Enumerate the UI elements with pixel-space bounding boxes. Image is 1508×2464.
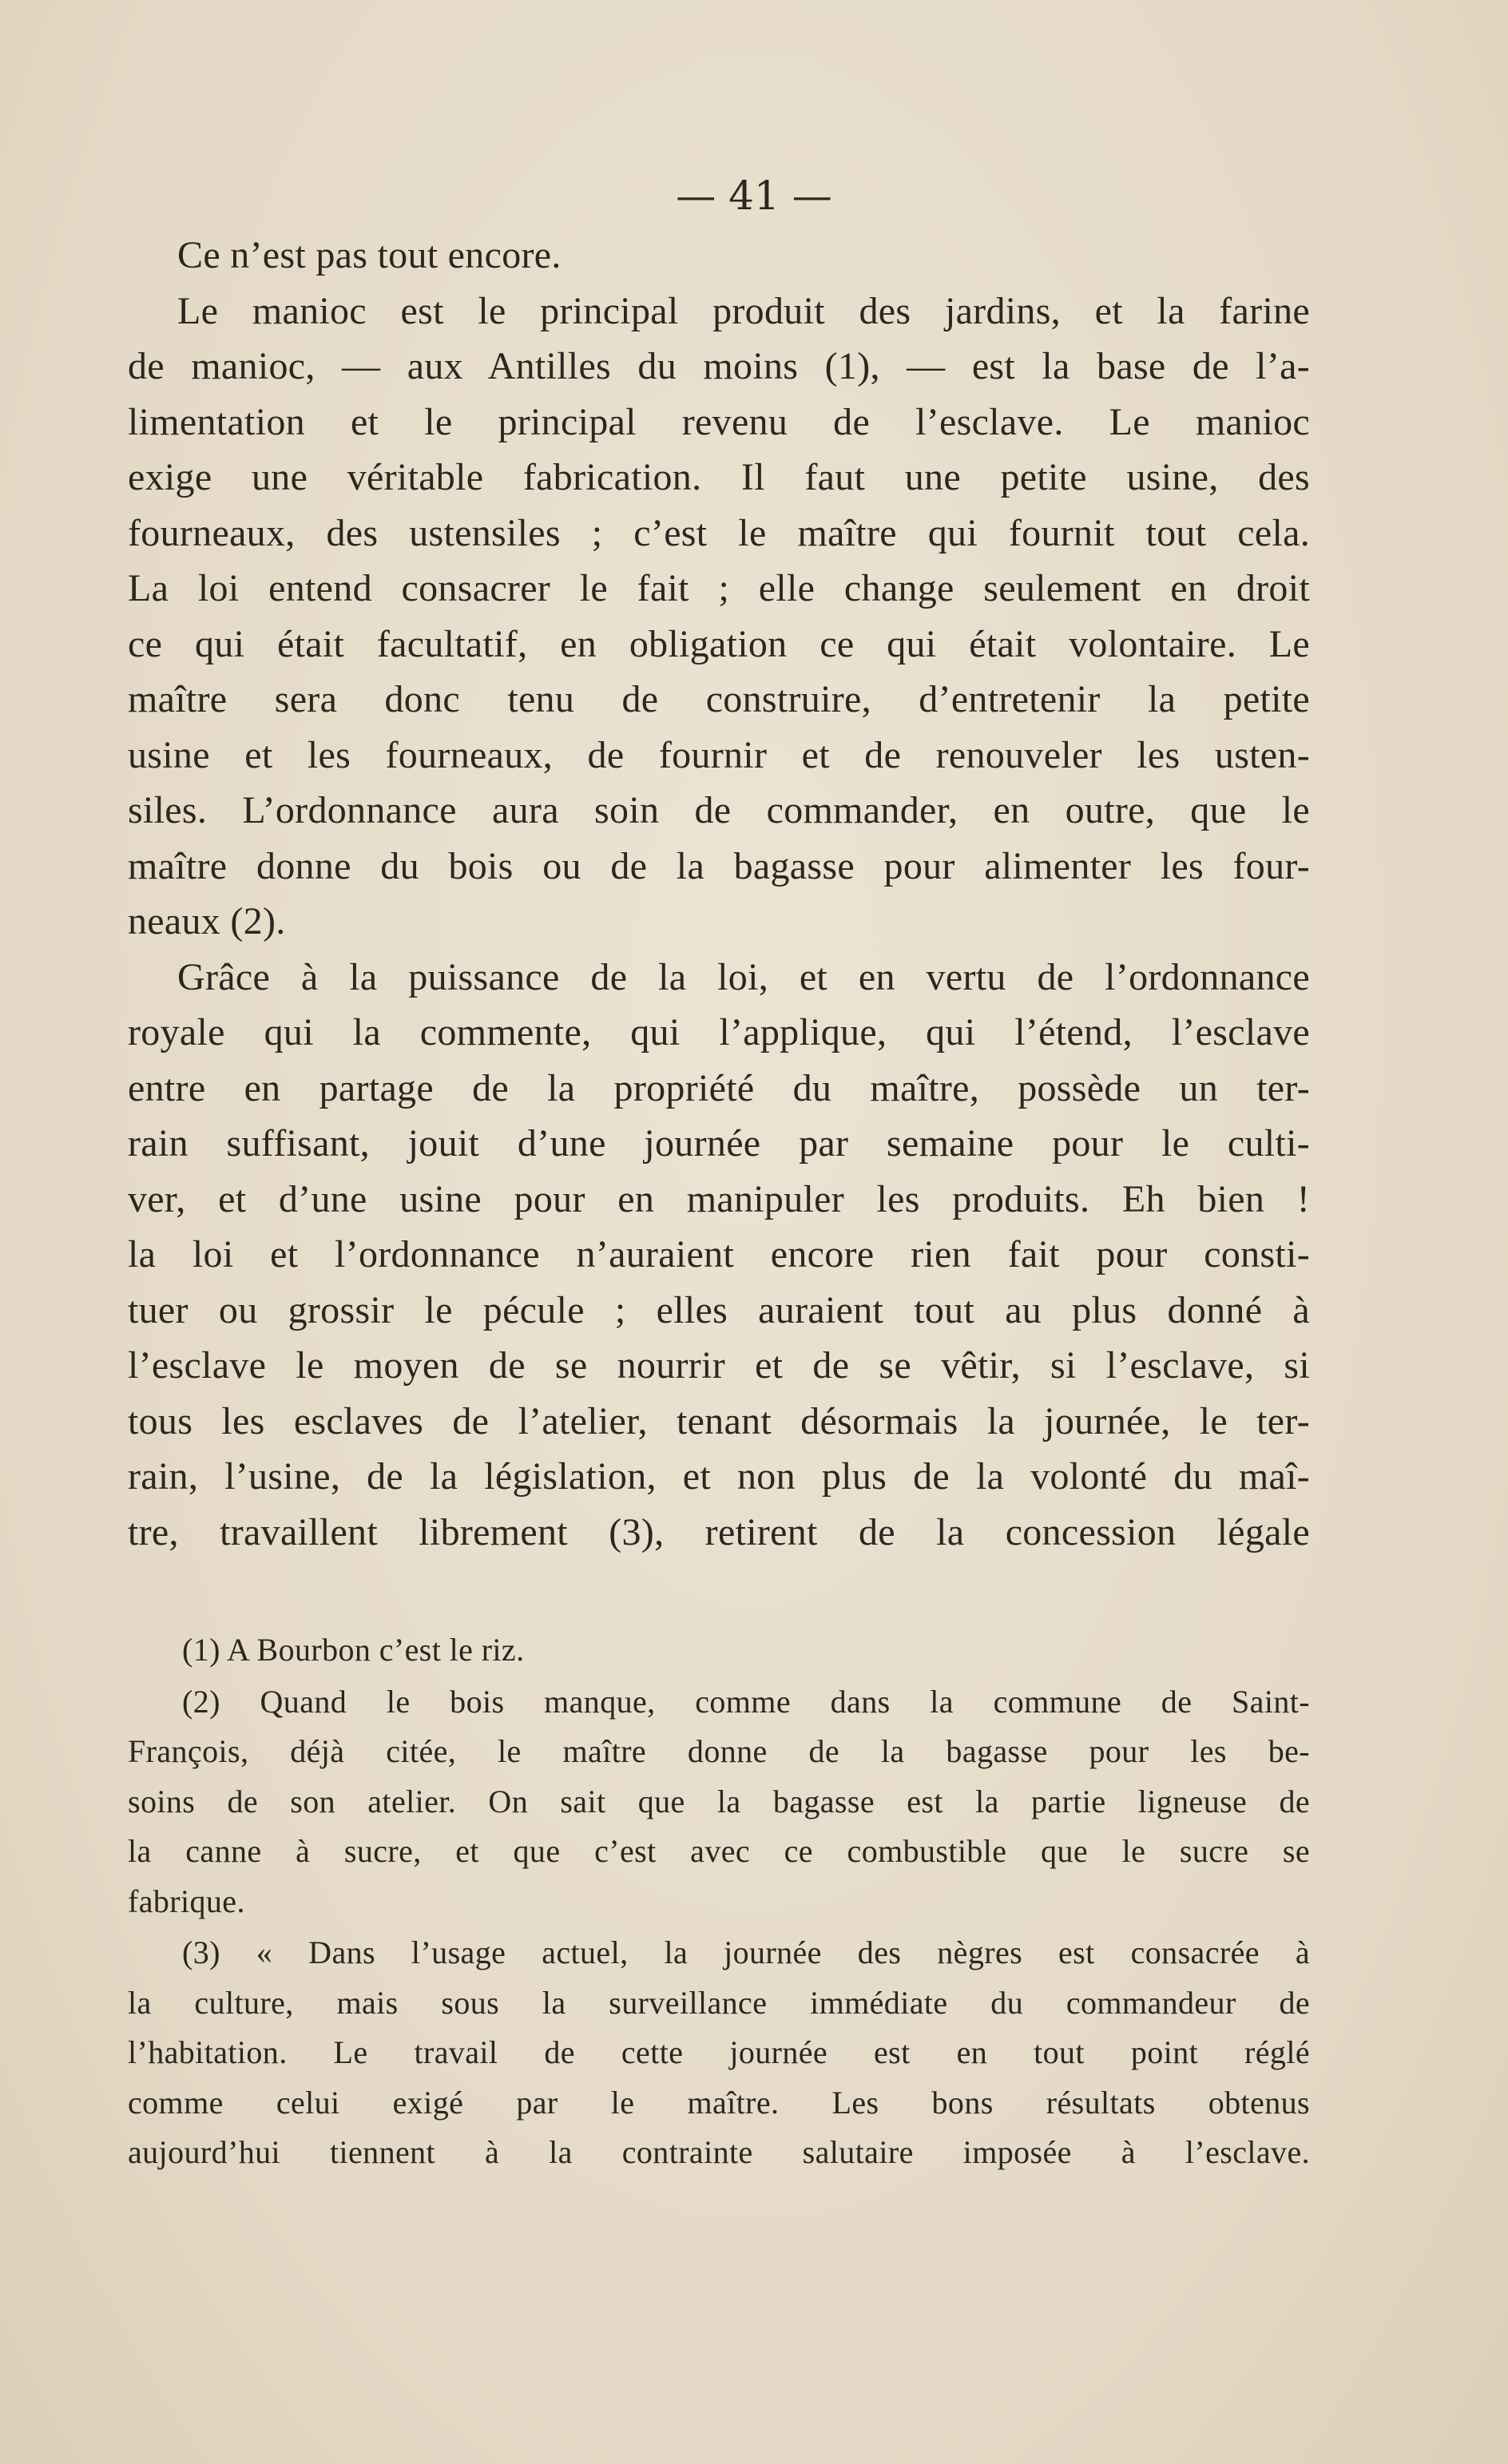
footnote-line: aujourd’hui tiennent à la contrainte salutaire imposée à l’esclave. xyxy=(128,2134,1310,2170)
text-line: de manioc, — aux Antilles du moins (1), — est la base de l’a- xyxy=(128,345,1310,387)
page-number: — 41 — xyxy=(676,173,832,219)
text-line: rain, l’usine, de la législation, et non plus de la volonté du maî- xyxy=(128,1455,1310,1498)
footnote-line: (1) A Bourbon c’est le riz. xyxy=(182,1632,525,1668)
text-line: tuer ou grossir le pécule ; elles auraient tout au plus donné à xyxy=(128,1288,1310,1331)
footnote-line: François, déjà citée, le maître donne de la bagasse pour les be- xyxy=(128,1733,1310,1769)
footnote-line: (3) « Dans l’usage actuel, la journée des nègres est consacrée à xyxy=(182,1934,1310,1970)
text-line: royale qui la commente, qui l’applique, qui l’étend, l’esclave xyxy=(128,1011,1310,1053)
footnote-line: comme celui exigé par le maître. Les bons résultats obtenus xyxy=(128,2084,1310,2121)
footnote-line: l’habitation. Le travail de cette journée est en tout point réglé xyxy=(128,2034,1310,2070)
text-line: ver, et d’une usine pour en manipuler les produits. Eh bien ! xyxy=(128,1177,1310,1220)
footnote-line: (2) Quand le bois manque, comme dans la commune de Saint- xyxy=(182,1683,1310,1720)
text-line: maître donne du bois ou de la bagasse pour alimenter les four- xyxy=(128,844,1310,887)
text-line: siles. L’ordonnance aura soin de commander, en outre, que le xyxy=(128,789,1310,831)
text-line: exige une véritable fabrication. Il faut une petite usine, des xyxy=(128,456,1310,498)
main-text xyxy=(128,228,1310,1560)
text-line: rain suffisant, jouit d’une journée par semaine pour le culti- xyxy=(128,1122,1310,1165)
text-line: limentation et le principal revenu de l’esclave. Le manioc xyxy=(128,400,1310,443)
text-line: Le manioc est le principal produit des jardins, et la farine xyxy=(177,289,1310,332)
text-line: ce qui était facultatif, en obligation ce qui était volontaire. Le xyxy=(128,622,1310,665)
text-line: entre en partage de la propriété du maître, possède un ter- xyxy=(128,1066,1310,1109)
text-line: maître sera donc tenu de construire, d’entretenir la petite xyxy=(128,678,1310,720)
footnote-line: fabrique. xyxy=(128,1883,245,1919)
text-line: fourneaux, des ustensiles ; c’est le maître qui fournit tout cela. xyxy=(128,511,1310,554)
footnote-line: soins de son atelier. On sait que la bagasse est la partie ligneuse de xyxy=(128,1783,1310,1819)
text-line: l’esclave le moyen de se nourrir et de se vêtir, si l’esclave, si xyxy=(128,1344,1310,1387)
text-line: tous les esclaves de l’atelier, tenant désormais la journée, le ter- xyxy=(128,1399,1310,1442)
footnote-line: la canne à sucre, et que c’est avec ce combustible que le sucre se xyxy=(128,1833,1310,1869)
footnotes xyxy=(128,1625,1310,2178)
text-line: la loi et l’ordonnance n’auraient encore rien fait pour consti- xyxy=(128,1233,1310,1276)
footnote-line: la culture, mais sous la surveillance immédiate du commandeur de xyxy=(128,1984,1310,2021)
text-line: usine et les fourneaux, de fournir et de renouveler les usten- xyxy=(128,733,1310,776)
text-line: tre, travaillent librement (3), retirent de la concession légale xyxy=(128,1510,1310,1553)
text-line: Grâce à la puissance de la loi, et en vertu de l’ordonnance xyxy=(177,955,1310,998)
text-line: neaux (2). xyxy=(128,900,286,942)
text-line: La loi entend consacrer le fait ; elle change seulement en droit xyxy=(128,567,1310,609)
text-line: Ce n’est pas tout encore. xyxy=(177,234,562,276)
